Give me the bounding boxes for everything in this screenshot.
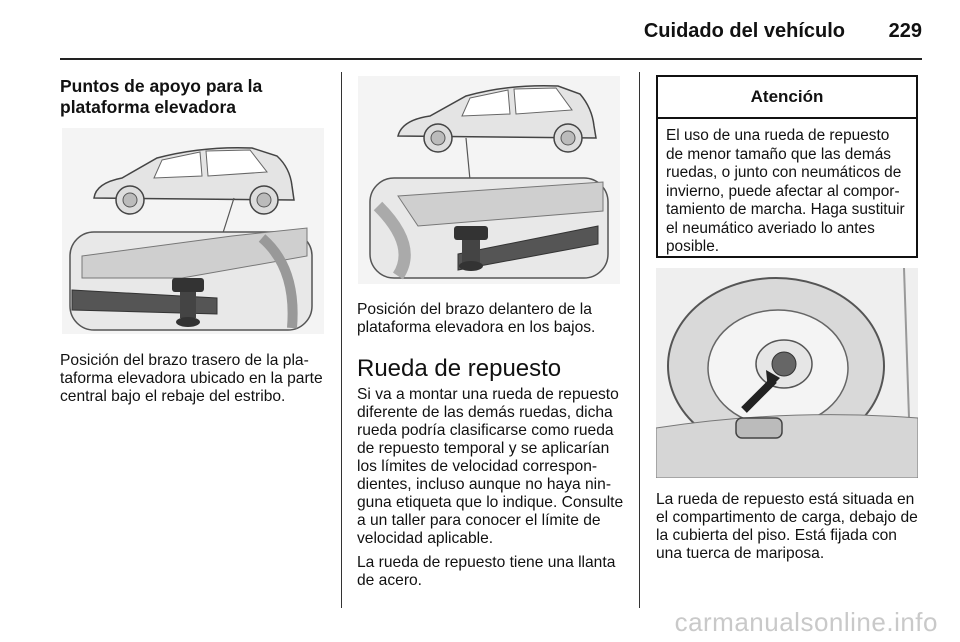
rear-lift-arm-illustration xyxy=(62,128,324,334)
page-number: 229 xyxy=(888,20,922,42)
spare-wheel-section-title: Rueda de repuesto xyxy=(357,355,562,382)
col2-text-block xyxy=(357,301,627,590)
lift-points-heading-block xyxy=(60,76,325,118)
warning-title: Atención xyxy=(658,77,916,119)
spare-wheel-caption-block xyxy=(656,491,922,563)
spare-wheel-caption: La rueda de repuesto está situada en el compartimento de carga, debajo de la cubierta del piso. Está fijada con una tuerca de mariposa. xyxy=(656,491,918,562)
front-lift-arm-illustration xyxy=(358,76,620,284)
warning-box xyxy=(656,75,918,258)
column-divider-2 xyxy=(639,72,640,608)
spare-wheel-illustration xyxy=(656,268,918,478)
rear-lift-caption-block xyxy=(60,352,328,406)
lift-points-heading: Puntos de apoyo para la plataforma elevadora xyxy=(60,76,263,117)
warning-text: El uso de una rueda de repuesto de menor tamaño que las demás ruedas, o junto con neumáticos de invierno, puede afectar al comportamiento de marcha. Haga sustituir el neumático averiado lo antes posible. xyxy=(666,127,905,255)
header-divider xyxy=(60,58,922,60)
watermark: carmanualsonline.info xyxy=(674,607,938,637)
running-header-title: Cuidado del vehículo xyxy=(643,20,845,42)
column-divider-1 xyxy=(341,72,342,608)
spare-wheel-paragraph-1: Si va a montar una rueda de repuesto diferente de las demás ruedas, dicha rueda podría clasificarse como rueda de repuesto temporal y se aplicarían los límites de velocidad correspondientes, incluso aunque no haya ninguna etiqueta que lo indique. Consulte a un taller para conocer el límite de velocidad aplicable. xyxy=(357,386,624,547)
spare-wheel-paragraph-2: La rueda de repuesto tiene una llanta de acero. xyxy=(357,554,616,589)
front-lift-caption: Posición del brazo delantero de la plataforma elevadora en los bajos. xyxy=(357,301,596,336)
rear-lift-caption: Posición del brazo trasero de la plataforma elevadora ubicado en la parte central bajo el rebaje del estribo. xyxy=(60,352,323,405)
